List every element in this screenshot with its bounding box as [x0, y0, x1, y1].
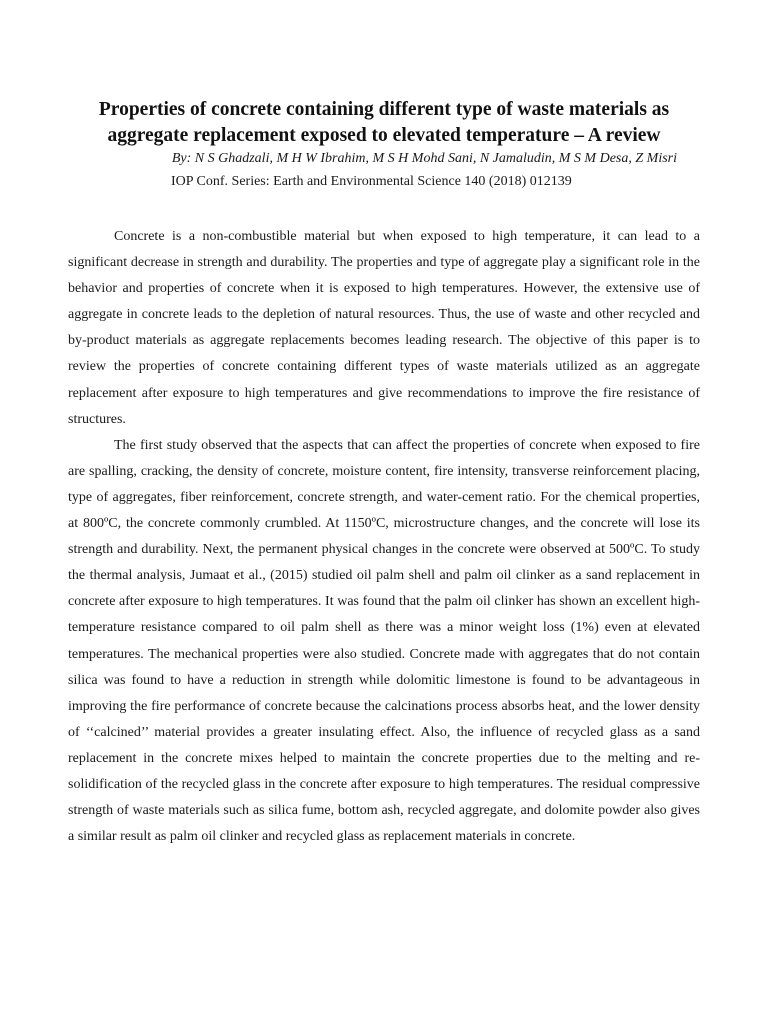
body-text [68, 224, 700, 850]
paragraph-abstract: Concrete is a non-combustible material but when exposed to high temperature, it can lead to a significant decrease in strength and durability. The properties and type of aggregate play a significant role in the behavior and properties of concrete when it is exposed to high temperatures. However, the extensive use of aggregate in concrete leads to the depletion of natural resources. Thus, the use of waste and other recycled and by-product materials as aggregate replacements becomes leading research. The objective of this paper is to review the properties of concrete containing different types of waste materials utilized as an aggregate replacement after exposure to high temperatures and give recommendations to improve the fire resistance of structures. [68, 229, 700, 427]
journal-citation: IOP Conf. Series: Earth and Environmental Science 140 (2018) 012139 [171, 174, 572, 189]
paragraph-review: The first study observed that the aspects that can affect the properties of concrete when exposed to fire are spalling, cracking, the density of concrete, moisture content, fire intensity, transverse reinforcement placing, type of aggregates, fiber reinforcement, concrete strength, and water-cement ratio. For the chemical properties, at 800ºC, the concrete commonly crumbled. At 1150ºC, microstructure changes, and the concrete will lose its strength and durability. Next, the permanent physical changes in the concrete were observed at 500ºC. To study the thermal analysis, Jumaat et al., (2015) studied oil palm shell and palm oil clinker as a sand replacement in concrete after exposure to high temperatures. It was found that the palm oil clinker has shown an excellent high-temperature resistance compared to oil palm shell as there was a minor weight loss (1%) even at elevated temperatures. The mechanical properties were also studied. Concrete made with aggregates that do not contain silica was found to have a reduction in strength while dolomitic limestone is found to be advantageous in improving the fire performance of concrete because the calcinations process absorbs heat, and the lower density of ‘‘calcined’’ material provides a greater insulating effect. Also, the influence of recycled glass as a sand replacement in the concrete mixes helped to maintain the concrete properties due to the melting and re-solidification of the recycled glass in the concrete after exposure to high temperatures. The residual compressive strength of waste materials such as silica fume, bottom ash, recycled aggregate, and dolomite powder also gives a similar result as palm oil clinker and recycled glass as replacement materials in concrete. [68, 437, 700, 845]
document-title: Properties of concrete containing different type of waste materials as aggregate replacement exposed to elevated temperature – A review [98, 99, 670, 146]
author-byline: By: N S Ghadzali, M H W Ibrahim, M S H Mohd Sani, N Jamaludin, M S M Desa, Z Misri [171, 151, 677, 166]
